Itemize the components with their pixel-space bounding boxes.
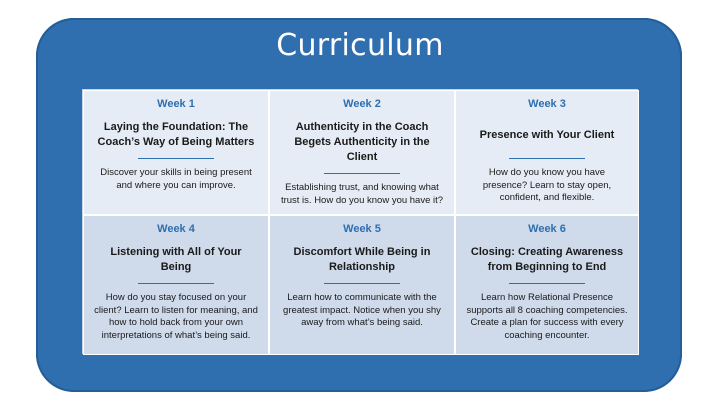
week-heading: Laying the Foundation: The Coach’s Way of Being Matters xyxy=(97,121,255,148)
week-description: Discover your skills in being present and where you can improve. xyxy=(100,167,252,191)
week-description: Learn how Relational Presence supports all 8 coaching competencies. Create a plan for success with every coaching encounter. xyxy=(466,292,628,341)
week-cell-1 xyxy=(83,90,269,215)
week-label: Week 6 xyxy=(528,223,566,235)
divider xyxy=(138,283,214,284)
week-heading: Authenticity in the Coach Begets Authenticity in the Client xyxy=(294,121,430,163)
week-heading: Closing: Creating Awareness from Beginning to End xyxy=(470,246,624,273)
week-label: Week 5 xyxy=(343,223,381,235)
week-cell-6 xyxy=(455,215,639,355)
divider xyxy=(509,158,585,159)
week-description: How do you know you have presence? Learn to stay open, confident, and flexible. xyxy=(482,167,612,203)
divider xyxy=(509,283,585,284)
divider xyxy=(324,283,400,284)
week-heading: Listening with All of Your Being xyxy=(110,246,242,273)
week-cell-2 xyxy=(269,90,455,215)
divider xyxy=(138,158,214,159)
week-cell-4 xyxy=(83,215,269,355)
week-cell-5 xyxy=(269,215,455,355)
divider xyxy=(324,173,400,174)
page-title: Curriculum xyxy=(276,28,444,63)
curriculum-grid xyxy=(82,89,638,354)
week-description: Establishing trust, and knowing what trust is. How do you know you have it? xyxy=(280,182,444,206)
week-cell-3 xyxy=(455,90,639,215)
week-label: Week 3 xyxy=(528,98,566,110)
week-description: Learn how to communicate with the greatest impact. Notice when you shy away from what’s being said. xyxy=(283,292,441,328)
week-label: Week 2 xyxy=(343,98,381,110)
week-heading: Discomfort While Being in Relationship xyxy=(293,246,431,273)
week-label: Week 1 xyxy=(157,98,195,110)
week-label: Week 4 xyxy=(157,223,195,235)
week-description: How do you stay focused on your client? Learn to listen for meaning, and how to hold back from your own interpretations of what’s being said. xyxy=(94,292,258,341)
week-heading: Presence with Your Client xyxy=(479,128,615,141)
